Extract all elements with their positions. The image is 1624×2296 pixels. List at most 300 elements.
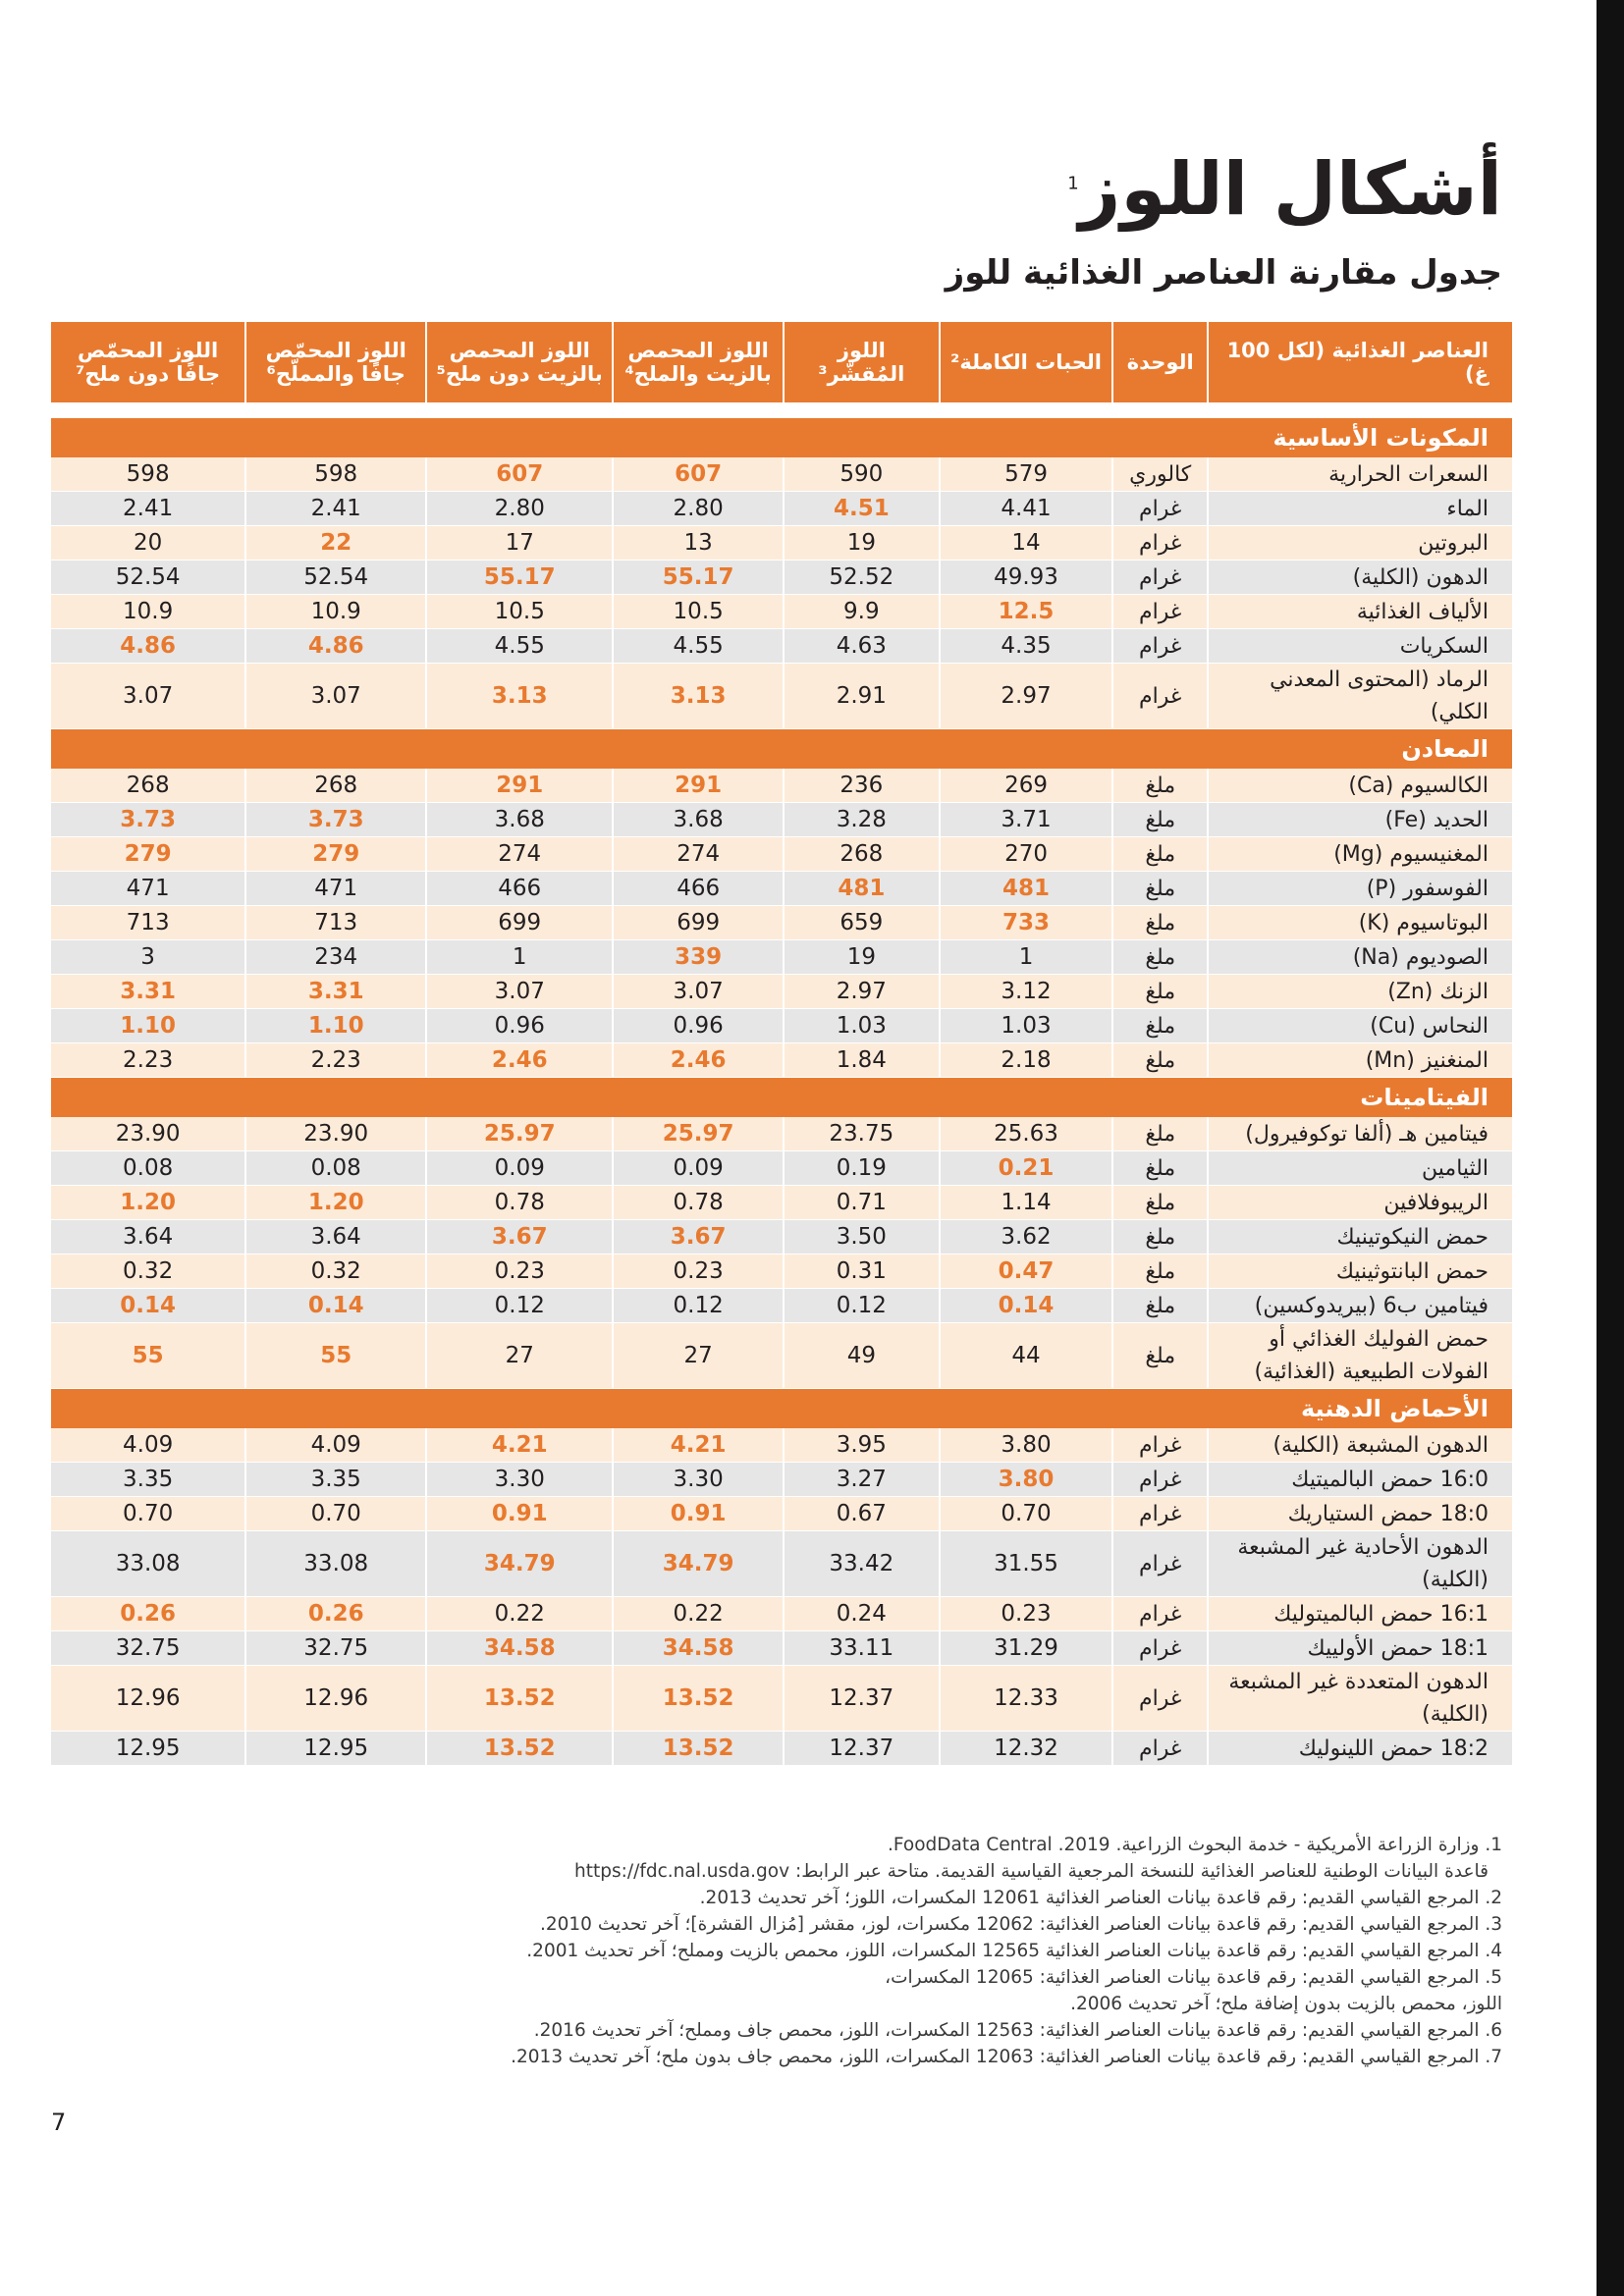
value-cell: 49 [784, 1323, 940, 1389]
table-row [51, 629, 1512, 664]
nutrient-name: النحاس (Cu) [1208, 1009, 1512, 1043]
table-row [51, 1009, 1512, 1043]
header-oil-roasted-salted: اللوز المحمص بالزيت والملح⁴ [613, 322, 784, 403]
nutrient-name: الدهون الأحادية غير المشبعة (الكلية) [1208, 1531, 1512, 1597]
value-cell: 12.32 [940, 1732, 1113, 1766]
nutrient-name: الدهون المتعددة غير المشبعة (الكلية) [1208, 1666, 1512, 1732]
value-cell: 3.71 [940, 803, 1113, 837]
table-body [51, 403, 1512, 1766]
nutrient-unit: ملغ [1112, 940, 1208, 975]
value-cell: 31.29 [940, 1631, 1113, 1666]
section-title: المكونات الأساسية [51, 418, 1512, 457]
value-cell: 3.12 [940, 975, 1113, 1009]
value-cell: 2.97 [940, 664, 1113, 729]
value-cell: 1.03 [784, 1009, 940, 1043]
value-cell: 268 [51, 769, 245, 803]
value-cell: 34.79 [426, 1531, 613, 1597]
value-cell: 3.35 [245, 1463, 426, 1497]
value-cell: 0.70 [245, 1497, 426, 1531]
table-row [51, 803, 1512, 837]
nutrient-unit: ملغ [1112, 837, 1208, 872]
value-cell: 733 [940, 906, 1113, 940]
value-cell: 13.52 [426, 1666, 613, 1732]
value-cell: 0.09 [613, 1151, 784, 1186]
value-cell: 55 [245, 1323, 426, 1389]
title-text: أشكال اللوز [1078, 147, 1502, 232]
value-cell: 0.96 [426, 1009, 613, 1043]
table-row [51, 1151, 1512, 1186]
value-cell: 55.17 [426, 561, 613, 595]
nutrient-name: الدهون (الكلية) [1208, 561, 1512, 595]
nutrient-unit: غرام [1112, 561, 1208, 595]
value-cell: 0.32 [245, 1255, 426, 1289]
value-cell: 4.35 [940, 629, 1113, 664]
table-row [51, 1255, 1512, 1289]
value-cell: 0.91 [426, 1497, 613, 1531]
value-cell: 3.80 [940, 1428, 1113, 1463]
value-cell: 1.10 [245, 1009, 426, 1043]
value-cell: 0.78 [426, 1186, 613, 1220]
table-row [51, 1289, 1512, 1323]
value-cell: 0.12 [613, 1289, 784, 1323]
nutrient-name: حمض الفوليك الغذائي أو الفولات الطبيعية (الغذائية) [1208, 1323, 1512, 1389]
table-row [51, 906, 1512, 940]
nutrient-name: فيتامين هـ (ألفا توكوفيرول) [1208, 1117, 1512, 1151]
value-cell: 32.75 [245, 1631, 426, 1666]
footnote: 7. المرجع القياسي القديم: رقم قاعدة بيانات العناصر الغذائية: 12063 المكسرات، اللوز، محمص جاف بدون ملح؛ آخر تحديث 2013. [511, 2047, 1502, 2067]
table-row [51, 1186, 1512, 1220]
value-cell: 699 [426, 906, 613, 940]
table-row [51, 664, 1512, 729]
value-cell: 3.07 [426, 975, 613, 1009]
table-row [51, 940, 1512, 975]
value-cell: 1.20 [51, 1186, 245, 1220]
value-cell: 10.5 [426, 595, 613, 629]
value-cell: 4.51 [784, 492, 940, 526]
value-cell: 471 [245, 872, 426, 906]
value-cell: 23.90 [245, 1117, 426, 1151]
value-cell: 19 [784, 526, 940, 561]
nutrient-name: الماء [1208, 492, 1512, 526]
value-cell: 3 [51, 940, 245, 975]
table-row [51, 837, 1512, 872]
nutrient-unit: ملغ [1112, 872, 1208, 906]
value-cell: 33.11 [784, 1631, 940, 1666]
nutrient-name: 16:1 حمض البالميتوليك [1208, 1597, 1512, 1631]
value-cell: 9.9 [784, 595, 940, 629]
value-cell: 2.41 [245, 492, 426, 526]
nutrient-name: الثيامين [1208, 1151, 1512, 1186]
value-cell: 13.52 [426, 1732, 613, 1766]
nutrient-unit: ملغ [1112, 1151, 1208, 1186]
value-cell: 23.75 [784, 1117, 940, 1151]
value-cell: 19 [784, 940, 940, 975]
nutrient-name: المغنيسيوم (Mg) [1208, 837, 1512, 872]
nutrient-name: الزنك (Zn) [1208, 975, 1512, 1009]
value-cell: 3.13 [613, 664, 784, 729]
value-cell: 10.9 [51, 595, 245, 629]
nutrient-unit: غرام [1112, 1463, 1208, 1497]
value-cell: 3.62 [940, 1220, 1113, 1255]
value-cell: 2.46 [613, 1043, 784, 1078]
header-unit: الوحدة [1112, 322, 1208, 403]
value-cell: 598 [51, 457, 245, 492]
page-number: 7 [51, 2109, 67, 2136]
table-row [51, 1666, 1512, 1732]
value-cell: 291 [613, 769, 784, 803]
value-cell: 32.75 [51, 1631, 245, 1666]
table-header-row [51, 322, 1512, 403]
value-cell: 1.03 [940, 1009, 1113, 1043]
value-cell: 269 [940, 769, 1113, 803]
value-cell: 55 [51, 1323, 245, 1389]
value-cell: 4.09 [51, 1428, 245, 1463]
value-cell: 0.14 [940, 1289, 1113, 1323]
value-cell: 13 [613, 526, 784, 561]
value-cell: 2.23 [245, 1043, 426, 1078]
header-oil-roasted-unsalted: اللوز المحمص بالزيت دون ملح⁵ [426, 322, 613, 403]
value-cell: 713 [51, 906, 245, 940]
nutrient-unit: ملغ [1112, 1186, 1208, 1220]
value-cell: 4.86 [245, 629, 426, 664]
value-cell: 33.42 [784, 1531, 940, 1597]
value-cell: 274 [426, 837, 613, 872]
value-cell: 12.5 [940, 595, 1113, 629]
value-cell: 3.67 [613, 1220, 784, 1255]
footnote: 4. المرجع القياسي القديم: رقم قاعدة بيانات العناصر الغذائية 12565 المكسرات، اللوز، محمص بالزيت ومملح؛ آخر تحديث 2001. [526, 1941, 1502, 1961]
value-cell: 607 [613, 457, 784, 492]
footnote: 1. وزارة الزراعة الأمريكية - خدمة البحوث الزراعية. 2019. FoodData Central. [888, 1835, 1502, 1855]
value-cell: 3.07 [51, 664, 245, 729]
value-cell: 23.90 [51, 1117, 245, 1151]
value-cell: 3.68 [613, 803, 784, 837]
nutrient-unit: غرام [1112, 1597, 1208, 1631]
value-cell: 713 [245, 906, 426, 940]
value-cell: 339 [613, 940, 784, 975]
footnote: اللوز، محمص بالزيت بدون إضافة ملح؛ آخر تحديث 2006. [1070, 1994, 1502, 2014]
value-cell: 1.84 [784, 1043, 940, 1078]
value-cell: 25.63 [940, 1117, 1113, 1151]
value-cell: 27 [426, 1323, 613, 1389]
nutrient-name: الريبوفلافين [1208, 1186, 1512, 1220]
value-cell: 291 [426, 769, 613, 803]
section-spacer [51, 403, 1512, 418]
value-cell: 268 [245, 769, 426, 803]
page-subtitle: جدول مقارنة العناصر الغذائية للوز [945, 253, 1502, 293]
value-cell: 0.32 [51, 1255, 245, 1289]
table-row [51, 1531, 1512, 1597]
value-cell: 236 [784, 769, 940, 803]
value-cell: 0.47 [940, 1255, 1113, 1289]
value-cell: 4.21 [426, 1428, 613, 1463]
nutrient-name: 18:0 حمض الستياريك [1208, 1497, 1512, 1531]
nutrient-unit: غرام [1112, 595, 1208, 629]
value-cell: 13.52 [613, 1732, 784, 1766]
value-cell: 659 [784, 906, 940, 940]
value-cell: 481 [940, 872, 1113, 906]
table-row [51, 1732, 1512, 1766]
value-cell: 2.80 [613, 492, 784, 526]
nutrient-unit: ملغ [1112, 1117, 1208, 1151]
value-cell: 25.97 [613, 1117, 784, 1151]
table-row [51, 1428, 1512, 1463]
value-cell: 3.80 [940, 1463, 1113, 1497]
value-cell: 1 [426, 940, 613, 975]
value-cell: 3.73 [51, 803, 245, 837]
nutrient-unit: ملغ [1112, 906, 1208, 940]
table-row [51, 1631, 1512, 1666]
value-cell: 2.46 [426, 1043, 613, 1078]
nutrient-unit: ملغ [1112, 1009, 1208, 1043]
value-cell: 0.08 [245, 1151, 426, 1186]
nutrient-unit: غرام [1112, 1497, 1208, 1531]
value-cell: 3.31 [245, 975, 426, 1009]
nutrient-unit: غرام [1112, 664, 1208, 729]
section-header-row [51, 729, 1512, 770]
nutrient-unit: غرام [1112, 1531, 1208, 1597]
value-cell: 466 [613, 872, 784, 906]
value-cell: 12.37 [784, 1732, 940, 1766]
value-cell: 471 [51, 872, 245, 906]
value-cell: 0.24 [784, 1597, 940, 1631]
nutrient-unit: ملغ [1112, 1220, 1208, 1255]
value-cell: 31.55 [940, 1531, 1113, 1597]
nutrient-name: السعرات الحرارية [1208, 457, 1512, 492]
value-cell: 2.23 [51, 1043, 245, 1078]
value-cell: 3.27 [784, 1463, 940, 1497]
table-row [51, 457, 1512, 492]
nutrition-table [51, 322, 1512, 1766]
nutrient-name: فيتامين ب6 (بيريدوكسين) [1208, 1289, 1512, 1323]
nutrient-unit: غرام [1112, 629, 1208, 664]
nutrient-name: 16:0 حمض البالميتيك [1208, 1463, 1512, 1497]
value-cell: 0.09 [426, 1151, 613, 1186]
value-cell: 12.33 [940, 1666, 1113, 1732]
table-row [51, 492, 1512, 526]
nutrient-unit: كالوري [1112, 457, 1208, 492]
value-cell: 52.54 [51, 561, 245, 595]
value-cell: 12.95 [245, 1732, 426, 1766]
title-footnote-marker: 1 [1067, 173, 1079, 194]
value-cell: 33.08 [245, 1531, 426, 1597]
nutrient-name: الرماد (المحتوى المعدني الكلي) [1208, 664, 1512, 729]
footnote: قاعدة البيانات الوطنية للعناصر الغذائية للنسخة المرجعية القياسية القديمة. متاحة عبر الرابط: https://fdc.nal.usda.gov [574, 1861, 1489, 1882]
value-cell: 22 [245, 526, 426, 561]
value-cell: 2.18 [940, 1043, 1113, 1078]
value-cell: 25.97 [426, 1117, 613, 1151]
value-cell: 3.68 [426, 803, 613, 837]
value-cell: 0.19 [784, 1151, 940, 1186]
value-cell: 0.22 [426, 1597, 613, 1631]
nutrient-name: الدهون المشبعة (الكلية) [1208, 1428, 1512, 1463]
nutrient-unit: غرام [1112, 1428, 1208, 1463]
header-dry-roasted-salted: اللوز المحمّص جافًا والمملّح⁶ [245, 322, 426, 403]
nutrient-unit: ملغ [1112, 975, 1208, 1009]
nutrient-unit: غرام [1112, 1732, 1208, 1766]
value-cell: 55.17 [613, 561, 784, 595]
value-cell: 4.41 [940, 492, 1113, 526]
nutrient-unit: ملغ [1112, 1323, 1208, 1389]
value-cell: 0.31 [784, 1255, 940, 1289]
table-row [51, 1220, 1512, 1255]
value-cell: 44 [940, 1323, 1113, 1389]
footnote: 2. المرجع القياسي القديم: رقم قاعدة بيانات العناصر الغذائية 12061 المكسرات، اللوز؛ آخر تحديث 2013. [699, 1888, 1502, 1908]
nutrient-name: 18:2 حمض اللينوليك [1208, 1732, 1512, 1766]
value-cell: 12.37 [784, 1666, 940, 1732]
value-cell: 2.97 [784, 975, 940, 1009]
value-cell: 279 [245, 837, 426, 872]
footnote: 5. المرجع القياسي القديم: رقم قاعدة بيانات العناصر الغذائية: 12065 المكسرات، [885, 1967, 1502, 1988]
value-cell: 3.31 [51, 975, 245, 1009]
nutrient-name: الفوسفور (P) [1208, 872, 1512, 906]
header-blanched: اللوز المُقشّر³ [784, 322, 940, 403]
nutrient-name: الصوديوم (Na) [1208, 940, 1512, 975]
value-cell: 12.96 [245, 1666, 426, 1732]
value-cell: 0.23 [613, 1255, 784, 1289]
nutrient-name: 18:1 حمض الأولييك [1208, 1631, 1512, 1666]
table-row [51, 1597, 1512, 1631]
nutrient-name: السكريات [1208, 629, 1512, 664]
value-cell: 0.12 [426, 1289, 613, 1323]
value-cell: 4.09 [245, 1428, 426, 1463]
value-cell: 2.91 [784, 664, 940, 729]
value-cell: 3.95 [784, 1428, 940, 1463]
table-row [51, 1463, 1512, 1497]
value-cell: 699 [613, 906, 784, 940]
value-cell: 0.14 [51, 1289, 245, 1323]
value-cell: 52.54 [245, 561, 426, 595]
table-row [51, 561, 1512, 595]
value-cell: 607 [426, 457, 613, 492]
nutrient-name: البروتين [1208, 526, 1512, 561]
value-cell: 20 [51, 526, 245, 561]
value-cell: 0.22 [613, 1597, 784, 1631]
table-row [51, 526, 1512, 561]
value-cell: 270 [940, 837, 1113, 872]
value-cell: 34.58 [426, 1631, 613, 1666]
value-cell: 52.52 [784, 561, 940, 595]
value-cell: 3.64 [245, 1220, 426, 1255]
value-cell: 234 [245, 940, 426, 975]
value-cell: 12.95 [51, 1732, 245, 1766]
value-cell: 0.23 [940, 1597, 1113, 1631]
nutrient-unit: ملغ [1112, 803, 1208, 837]
value-cell: 0.26 [245, 1597, 426, 1631]
value-cell: 4.21 [613, 1428, 784, 1463]
value-cell: 3.07 [245, 664, 426, 729]
value-cell: 10.5 [613, 595, 784, 629]
value-cell: 14 [940, 526, 1113, 561]
value-cell: 0.12 [784, 1289, 940, 1323]
value-cell: 0.70 [940, 1497, 1113, 1531]
nutrient-unit: ملغ [1112, 1043, 1208, 1078]
value-cell: 1.14 [940, 1186, 1113, 1220]
value-cell: 481 [784, 872, 940, 906]
value-cell: 0.26 [51, 1597, 245, 1631]
value-cell: 0.23 [426, 1255, 613, 1289]
nutrient-name: حمض البانتوثينيك [1208, 1255, 1512, 1289]
nutrient-unit: غرام [1112, 1666, 1208, 1732]
value-cell: 279 [51, 837, 245, 872]
section-header-row [51, 418, 1512, 457]
table-row [51, 1323, 1512, 1389]
value-cell: 13.52 [613, 1666, 784, 1732]
value-cell: 466 [426, 872, 613, 906]
table-row [51, 1117, 1512, 1151]
header-whole: الحبات الكاملة² [940, 322, 1113, 403]
section-title: الأحماض الدهنية [51, 1389, 1512, 1429]
value-cell: 2.41 [51, 492, 245, 526]
nutrient-name: الألياف الغذائية [1208, 595, 1512, 629]
value-cell: 4.63 [784, 629, 940, 664]
value-cell: 3.64 [51, 1220, 245, 1255]
value-cell: 3.67 [426, 1220, 613, 1255]
value-cell: 0.71 [784, 1186, 940, 1220]
page-title [1067, 147, 1502, 232]
table-row [51, 1043, 1512, 1078]
value-cell: 49.93 [940, 561, 1113, 595]
value-cell: 0.78 [613, 1186, 784, 1220]
page-edge-bar [1597, 0, 1624, 2296]
section-title: الفيتامينات [51, 1078, 1512, 1118]
value-cell: 34.58 [613, 1631, 784, 1666]
value-cell: 598 [245, 457, 426, 492]
value-cell: 10.9 [245, 595, 426, 629]
value-cell: 0.14 [245, 1289, 426, 1323]
value-cell: 0.91 [613, 1497, 784, 1531]
header-dry-roasted-unsalted: اللوز المحمّص جافًا دون ملح⁷ [51, 322, 245, 403]
section-header-row [51, 1389, 1512, 1429]
value-cell: 4.55 [426, 629, 613, 664]
value-cell: 268 [784, 837, 940, 872]
value-cell: 4.86 [51, 629, 245, 664]
nutrient-name: الحديد (Fe) [1208, 803, 1512, 837]
nutrient-unit: ملغ [1112, 769, 1208, 803]
value-cell: 1.20 [245, 1186, 426, 1220]
value-cell: 4.55 [613, 629, 784, 664]
nutrient-unit: غرام [1112, 526, 1208, 561]
table-row [51, 975, 1512, 1009]
value-cell: 3.30 [426, 1463, 613, 1497]
value-cell: 1 [940, 940, 1113, 975]
value-cell: 274 [613, 837, 784, 872]
value-cell: 3.73 [245, 803, 426, 837]
nutrient-name: حمض النيكوتينيك [1208, 1220, 1512, 1255]
table-row [51, 769, 1512, 803]
value-cell: 3.07 [613, 975, 784, 1009]
table-row [51, 1497, 1512, 1531]
value-cell: 590 [784, 457, 940, 492]
nutrient-unit: غرام [1112, 492, 1208, 526]
value-cell: 0.70 [51, 1497, 245, 1531]
value-cell: 3.13 [426, 664, 613, 729]
value-cell: 27 [613, 1323, 784, 1389]
nutrient-name: البوتاسيوم (K) [1208, 906, 1512, 940]
section-header-row [51, 1078, 1512, 1118]
value-cell: 2.80 [426, 492, 613, 526]
value-cell: 17 [426, 526, 613, 561]
value-cell: 33.08 [51, 1531, 245, 1597]
nutrient-unit: ملغ [1112, 1289, 1208, 1323]
value-cell: 3.28 [784, 803, 940, 837]
value-cell: 0.21 [940, 1151, 1113, 1186]
nutrient-unit: ملغ [1112, 1255, 1208, 1289]
nutrient-name: المنغنيز (Mn) [1208, 1043, 1512, 1078]
value-cell: 0.08 [51, 1151, 245, 1186]
section-title: المعادن [51, 729, 1512, 770]
value-cell: 579 [940, 457, 1113, 492]
nutrient-name: الكالسيوم (Ca) [1208, 769, 1512, 803]
